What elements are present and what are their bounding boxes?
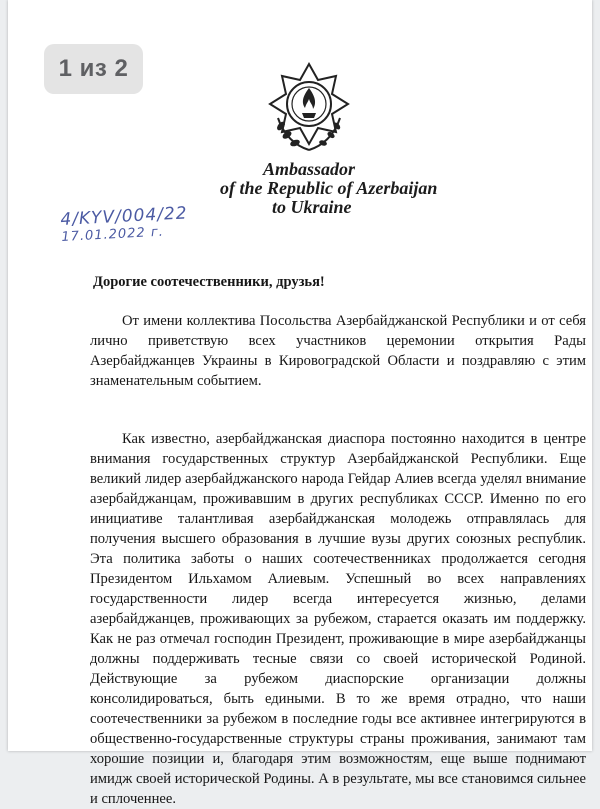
page-counter: 1 из 2 (44, 44, 143, 94)
paragraph-2-text: Как известно, азербайджанская диаспора постоянно находится в центре внимания государственных структур Азербайджанской Республики. Еще великий лидер азербайджанского народа Гейдар Алиев всегда уделял внимание азербайджанцам, проживавшим в других республиках СССР. Именно по его инициативе талантливая азербайджанская молодежь отправлялась для получения высшего образования в лучшие вузы других союзных республик. Эта политика заботы о наших соотечественниках продолжается сегодня Президентом Ильхамом Алиевым. Успешный во всех направлениях государственности лидер всегда интересуется жизнью, делами азербайджанцев, проживающих за рубежом, старается оказать им поддержку. Как не раз отмечал господин Президент, проживающие в мире азербайджанцы должны поддерживать тесные связи со своей исторической Родиной. Действующие за рубежом диаспорские организации должны консолидироваться, быть едиными. В то же время отрадно, что наши соотечественники за рубежом в последние годы все активнее интегрируются в общественно-государственные структуры страны проживания, занимают там хорошие позиции и, благодаря этим возможностям, еще выше поднимают имидж своей исторической Родины. А в результате, мы все становимся сильнее и сплоченнее. (90, 431, 586, 807)
letterhead-line-ambassador: Ambassador (263, 159, 356, 179)
paragraph-1-text: От имени коллектива Посольства Азербайджанской Республики и от себя лично приветствую всех участников церемонии открытия Рады Азербайджанцев Украины в Кировоградской Области и поздравляю с этим знаменательным событием. (90, 313, 586, 389)
letter-paragraph-2 (90, 429, 586, 809)
letterhead-title (220, 160, 480, 217)
letter-greeting: Дорогие соотечественники, друзья! (93, 274, 325, 290)
document-page (8, 0, 592, 807)
handwritten-reference-number: 4/KYV/004/22 (60, 203, 189, 230)
letter-paragraph-1 (90, 311, 586, 391)
handwritten-registration (60, 203, 189, 245)
letterhead-line-republic: of the Republic of Azerbaijan (220, 178, 438, 198)
letterhead-line-country: to Ukraine (272, 197, 352, 217)
handwritten-date: 17.01.2022 г. (61, 224, 165, 245)
azerbaijan-coat-of-arms-icon (256, 58, 362, 158)
